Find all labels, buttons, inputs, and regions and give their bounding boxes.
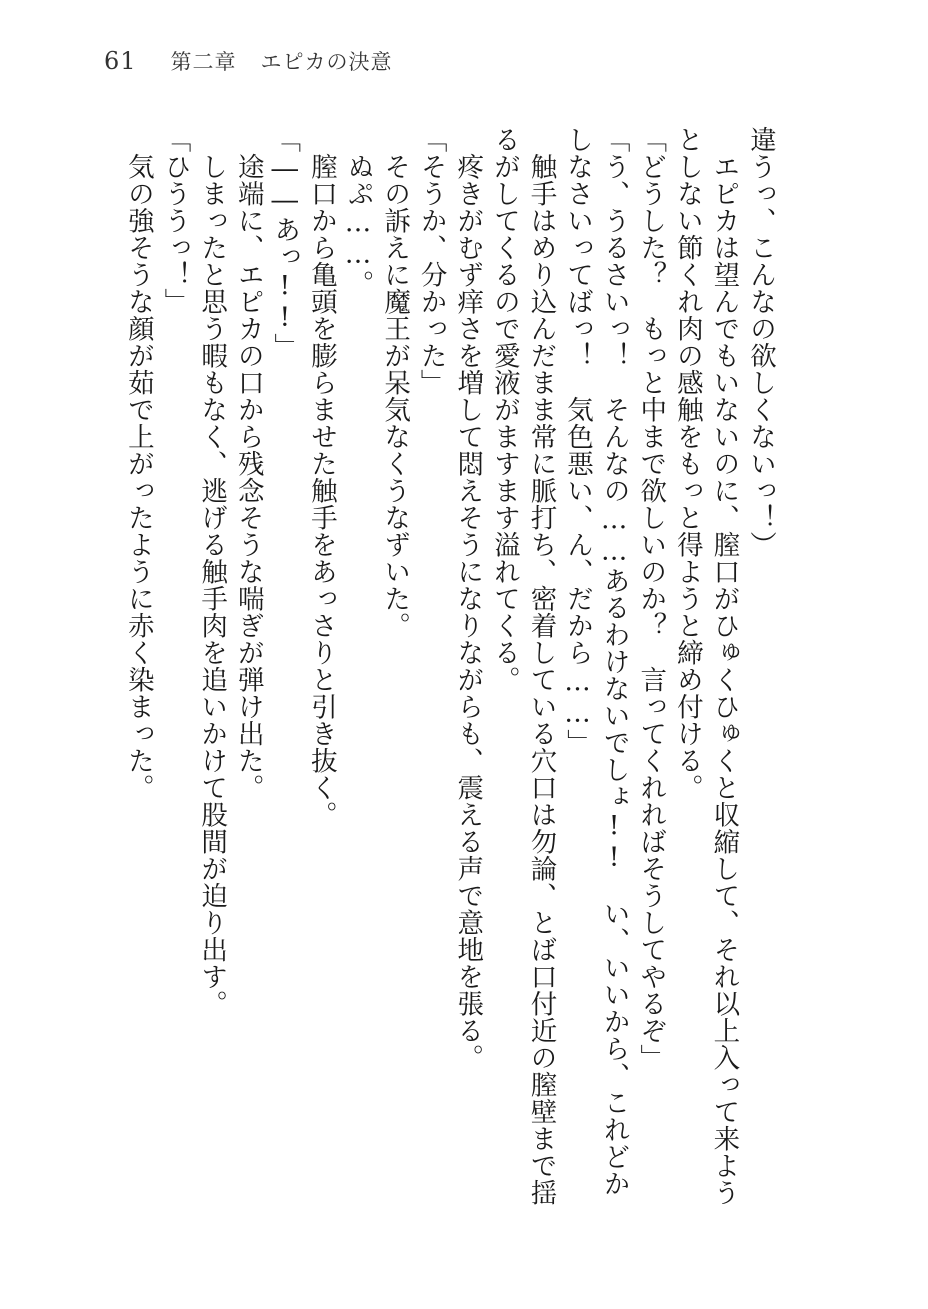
paragraph: ぬぷ……。 — [342, 126, 374, 297]
paragraph: 「どうした？ もっと中まで欲しいのか？ 言ってくれればそうしてやるぞ」 — [635, 126, 667, 1071]
running-header — [104, 46, 393, 80]
paragraph: 気の強そうな顔が茹で上がったように赤く染まった。 — [122, 126, 154, 801]
chapter-title: エピカの決意 — [260, 50, 393, 74]
paragraph: 「そうか、分かった」 — [415, 126, 447, 396]
paragraph: 違うっ、こんなの欲しくないっ！） — [745, 126, 776, 558]
paragraph: その訴えに魔王が呆気なくうなずいた。 — [379, 126, 411, 639]
paragraph: 触手はめり込んだまま常に脈打ち、密着している穴口は勿論、とば口付近の膣壁まで揺るがしてくるので愛液がますます溢れてくる。 — [488, 126, 557, 1206]
page-number: 61 — [104, 47, 137, 75]
paragraph: エピカは望んでもいないのに、膣口がひゅくひゅくと収縮して、それ以上入って来ようとしない節くれ肉の感触をもっと得ようと締め付ける。 — [671, 126, 740, 1206]
paragraph: 途端に、エピカの口から残念そうな喘ぎが弾け出た。 — [232, 126, 264, 801]
paragraph: 「ひううっ！」 — [159, 126, 191, 315]
paragraph: しまったと思う暇もなく、逃げる触手肉を追いかけて股間が迫り出す。 — [196, 126, 228, 1017]
paragraph: 膣口から亀頭を膨らませた触手をあっさりと引き抜く。 — [305, 126, 337, 828]
paragraph: 「――あっ!!」 — [269, 126, 301, 360]
vertical-body-text — [106, 126, 778, 1216]
paragraph: 「う、うるさいっ！ そんなの……あるわけないでしょ!! い、いいから、これどかしなさいってばっ！ 気色悪い、ん、だから……」 — [562, 126, 630, 1197]
chapter-label: 第二章 — [170, 50, 237, 74]
paragraph: 疼きがむず痒さを増して悶えそうになりながらも、震える声で意地を張る。 — [452, 126, 484, 1071]
